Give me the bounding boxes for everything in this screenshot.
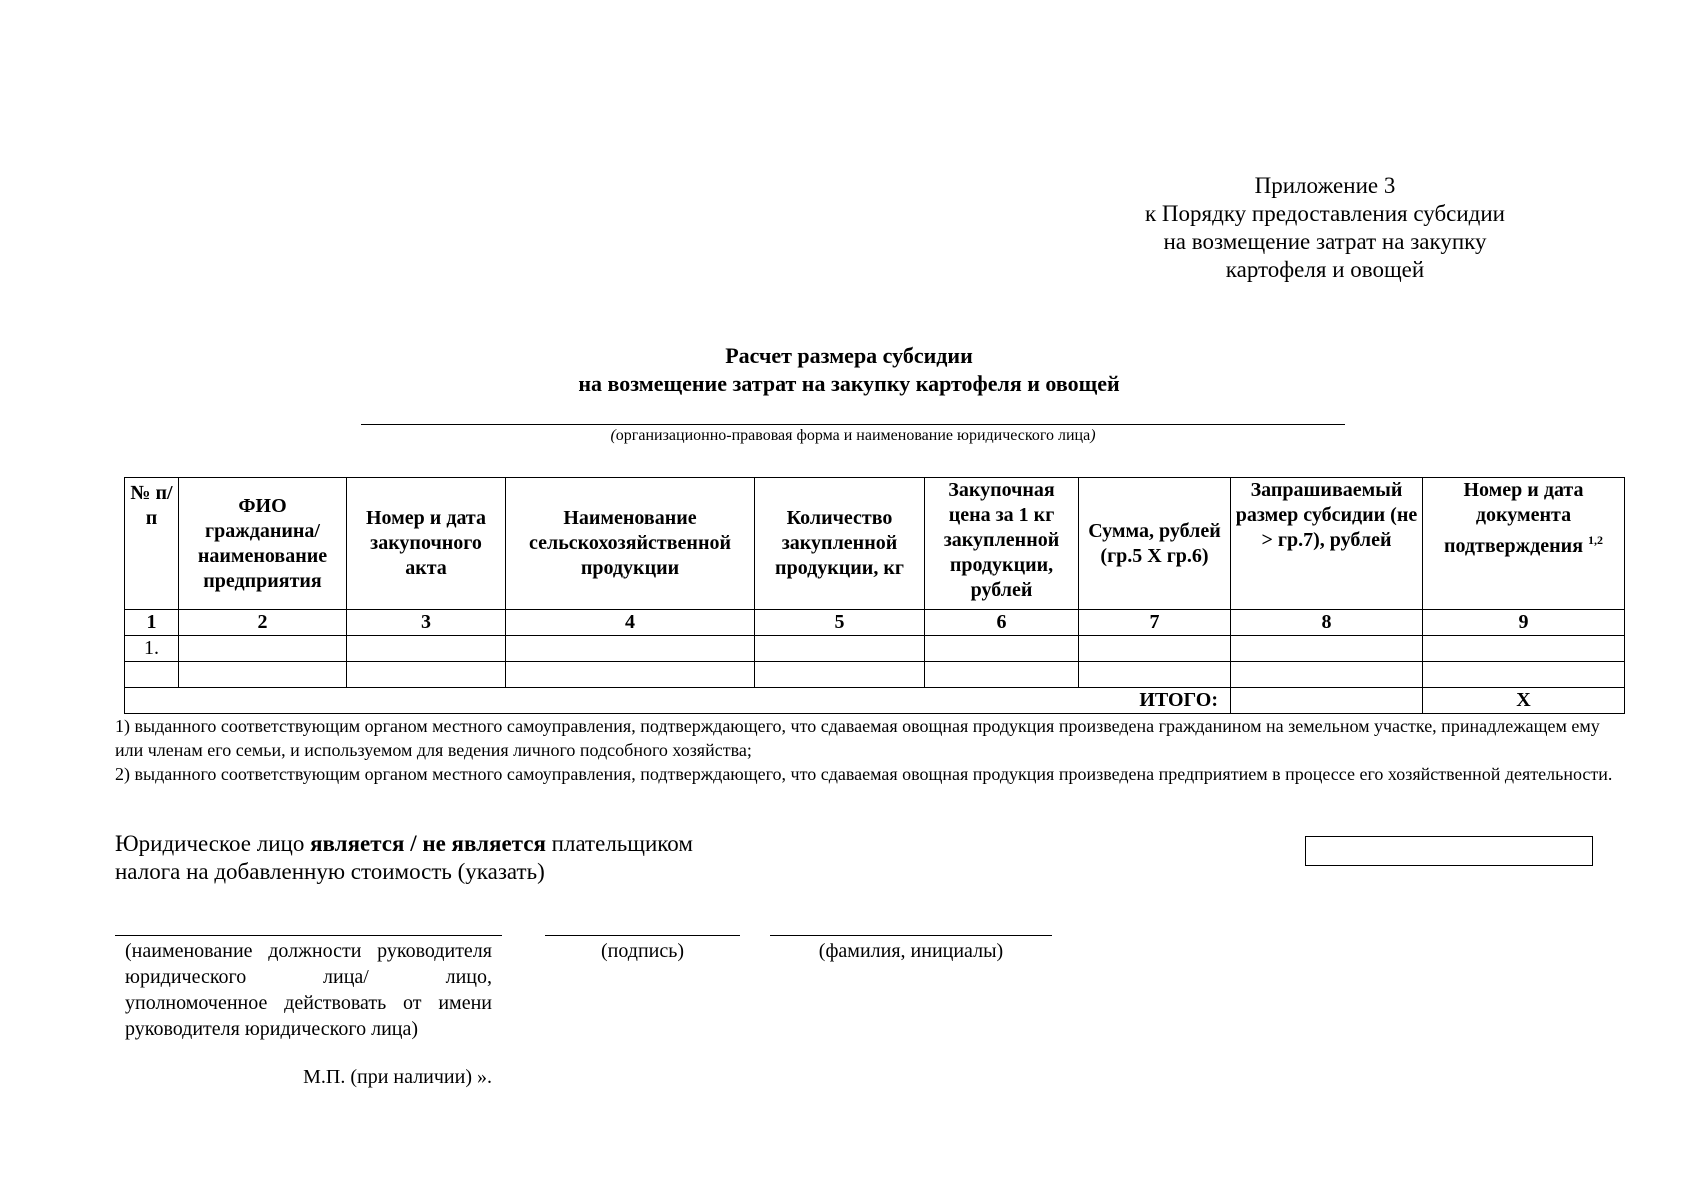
vat-statement	[115, 830, 693, 886]
total-row	[125, 688, 1625, 714]
table-cell[interactable]	[1423, 636, 1625, 662]
table-cell[interactable]	[347, 662, 506, 688]
column-number: 2	[179, 610, 347, 636]
table-cell[interactable]	[755, 636, 925, 662]
row-number: 1.	[125, 636, 179, 662]
table-cell[interactable]	[347, 636, 506, 662]
vat-status-options: является / не является	[310, 831, 546, 856]
organization-name-line	[361, 424, 1345, 425]
header-col-9-footnote-ref: 1,2	[1588, 533, 1604, 547]
header-col-2: ФИО гражданина/ наименование предприятия	[179, 478, 347, 610]
table-row	[125, 662, 1625, 688]
org-caption-close: )	[1090, 427, 1096, 444]
total-label: ИТОГО:	[125, 688, 1231, 714]
column-number: 9	[1423, 610, 1625, 636]
column-number: 4	[506, 610, 755, 636]
seal-note: М.П. (при наличии) ».	[303, 1066, 492, 1088]
vat-line-1	[115, 830, 693, 858]
appendix-line-1: Приложение 3	[1254, 173, 1396, 198]
table-header-row	[125, 478, 1625, 610]
column-number: 8	[1231, 610, 1423, 636]
table-cell[interactable]	[179, 662, 347, 688]
organization-caption	[361, 427, 1345, 445]
title-line-2: на возмещение затрат на закупку картофеля и овощей	[578, 371, 1120, 396]
column-number: 1	[125, 610, 179, 636]
header-col-1: № п/п	[125, 478, 179, 610]
column-number: 3	[347, 610, 506, 636]
header-col-6: Закупочная цена за 1 кг закупленной продукции, рублей	[925, 478, 1079, 610]
table-cell[interactable]	[1231, 636, 1423, 662]
vat-text-2: плательщиком	[545, 831, 693, 856]
table-cell[interactable]	[179, 636, 347, 662]
column-number-row	[125, 610, 1625, 636]
table-cell[interactable]	[755, 662, 925, 688]
name-signature-line	[770, 935, 1052, 936]
table-row	[125, 636, 1625, 662]
appendix-line-4: картофеля и овощей	[1225, 257, 1425, 282]
table-cell[interactable]	[1231, 662, 1423, 688]
header-col-8: Запрашиваемый размер субсидии (не > гр.7), рублей	[1231, 478, 1423, 610]
header-col-5: Количество закупленной продукции, кг	[755, 478, 925, 610]
table-cell[interactable]	[925, 662, 1079, 688]
footnotes	[115, 714, 1615, 786]
table-cell[interactable]	[1079, 662, 1231, 688]
table-cell[interactable]	[925, 636, 1079, 662]
footnote-1: 1) выданного соответствующим органом местного самоуправления, подтверждающего, что сдаваемая овощная продукция произведена гражданином на земельном участке, принадлежащем ему или членам его семьи, и используемом для ведения личного подсобного хозяйства;	[115, 716, 1600, 760]
subsidy-calculation-table	[124, 477, 1625, 714]
table-cell[interactable]	[1423, 662, 1625, 688]
vat-status-input[interactable]	[1305, 836, 1593, 866]
signature-caption: (подпись)	[600, 940, 685, 962]
document-title	[0, 342, 1698, 398]
header-col-9-text: Номер и дата документа подтверждения	[1443, 479, 1584, 557]
signature-line	[545, 935, 740, 936]
title-line-1: Расчет размера субсидии	[725, 343, 973, 368]
appendix-line-3: на возмещение затрат на закупку	[1163, 229, 1487, 254]
appendix-header	[1060, 172, 1590, 284]
header-col-7: Сумма, рублей (гр.5 Х гр.6)	[1079, 478, 1231, 610]
header-col-9	[1423, 478, 1625, 610]
org-caption-open: (	[610, 427, 616, 444]
position-caption: (наименование должности руководителя юридического лица/ лицо, уполномоченное действовать от имени руководителя юридического лица)	[125, 940, 492, 1040]
vat-text-1: Юридическое лицо	[115, 831, 311, 856]
table-cell[interactable]	[1079, 636, 1231, 662]
total-subsidy-cell[interactable]	[1231, 688, 1423, 714]
footnote-2: 2) выданного соответствующим органом местного самоуправления, подтверждающего, что сдаваемая овощная продукция произведена предприятием в процессе его хозяйственной деятельности.	[115, 764, 1613, 784]
column-number: 7	[1079, 610, 1231, 636]
column-number: 6	[925, 610, 1079, 636]
header-col-3: Номер и дата закупочного акта	[347, 478, 506, 610]
position-signature-line	[115, 935, 502, 936]
org-caption-text: организационно-правовая форма и наименование юридического лица	[615, 427, 1091, 444]
table-cell[interactable]	[506, 662, 755, 688]
name-caption: (фамилия, инициалы)	[818, 940, 1004, 962]
appendix-line-2: к Порядку предоставления субсидии	[1145, 201, 1505, 226]
table-cell[interactable]	[506, 636, 755, 662]
table-cell[interactable]	[125, 662, 179, 688]
column-number: 5	[755, 610, 925, 636]
header-col-4: Наименование сельскохозяйственной продукции	[506, 478, 755, 610]
total-col9-mark: Х	[1423, 688, 1625, 714]
vat-line-2: налога на добавленную стоимость (указать)	[115, 859, 545, 884]
